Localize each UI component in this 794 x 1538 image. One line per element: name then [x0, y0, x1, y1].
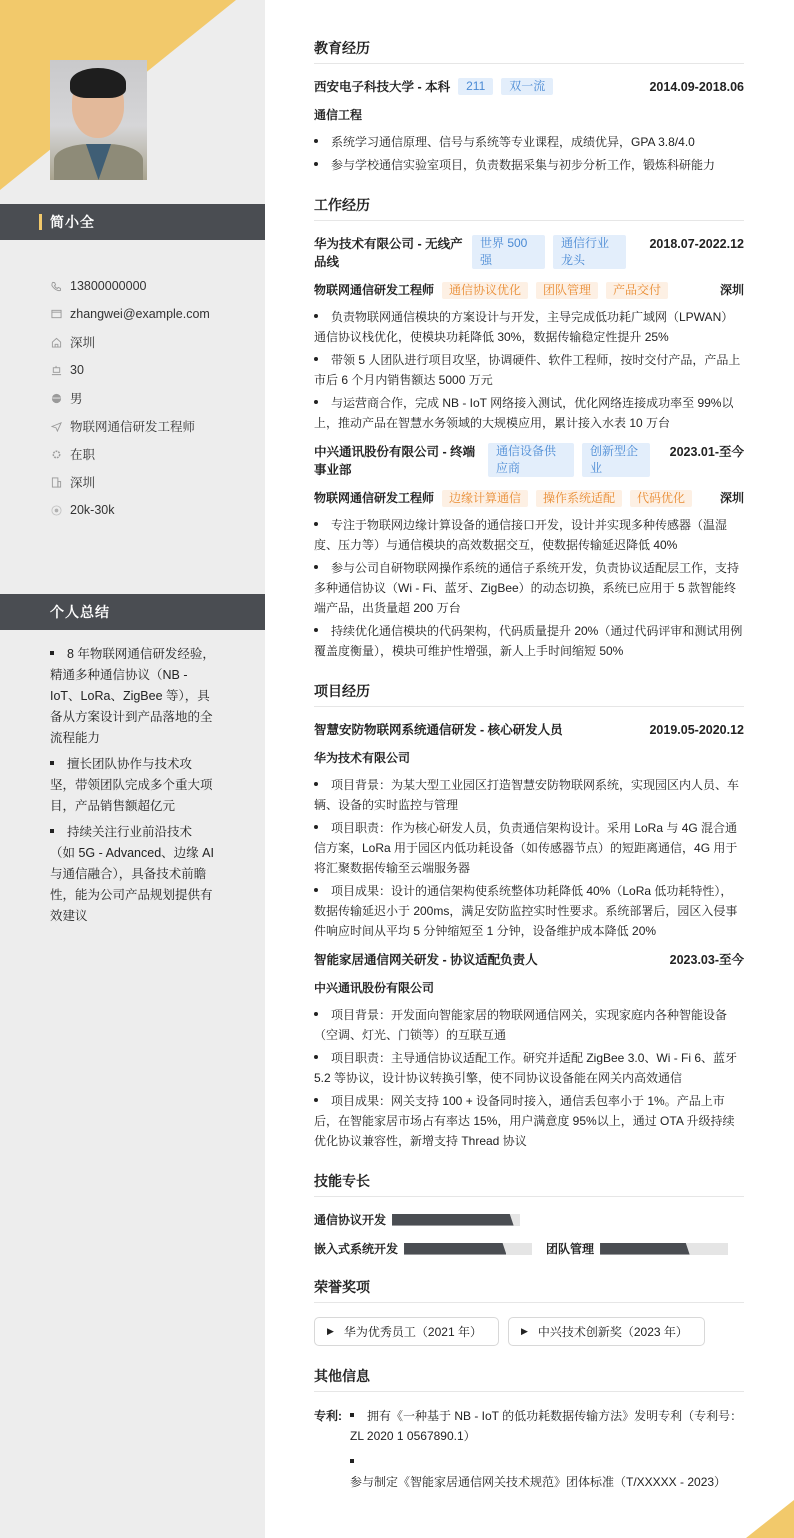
patent-list [350, 1406, 744, 1498]
work-date: 2018.07-2022.12 [649, 237, 744, 251]
company-tag: 世界 500 强 [472, 235, 545, 269]
project-company: 华为技术有限公司 [314, 751, 411, 765]
work-section [314, 195, 744, 661]
patent-item: 拥有《一种基于 NB - IoT 的低功耗数据传输方法》发明专利（专利号：ZL 2020 1 0567890.1） [350, 1409, 743, 1443]
project-header [314, 951, 744, 969]
home-value: 深圳 [70, 336, 96, 350]
project-name: 智慧安防物联网系统通信研发 - 核心研发人员 [314, 723, 563, 737]
contact-status [50, 440, 260, 468]
company-tag: 创新型企业 [582, 443, 650, 477]
bullet-item: 参与学校通信实验室项目，负责数据采集与初步分析工作，锻炼科研能力 [314, 155, 744, 175]
bullet-item: 持续优化通信模块的代码架构，代码质量提升 20%（通过代码评审和测试用例覆盖度衡量），模块可维护性增强，新人上手时间缩短 50% [314, 624, 743, 658]
bullet-icon [314, 162, 318, 166]
role-title: 物联网通信研发工程师 [314, 283, 435, 297]
section-title: 项目经历 [314, 681, 744, 707]
bullet-icon [314, 522, 318, 526]
education-bullets [314, 132, 744, 175]
project-bullets [314, 775, 744, 941]
bullet-icon [314, 888, 318, 892]
role-tag: 操作系统适配 [536, 490, 622, 507]
bullet-item: 与运营商合作，完成 NB - IoT 网络接入测试，优化网络连接成功率至 99%以上，推动产品在智慧水务领域的大规模应用，累计接入水表 10 万台 [314, 396, 734, 430]
contact-email [50, 300, 260, 328]
bullet-icon [314, 357, 318, 361]
school-tag: 双一流 [501, 78, 553, 95]
work-location: 深圳 [719, 491, 744, 505]
skill-bar-fill [392, 1214, 514, 1226]
work-bullets [314, 515, 744, 661]
summary-title: 个人总结 [50, 604, 110, 620]
avatar-hair [70, 68, 126, 98]
contact-home [50, 328, 260, 356]
work-header [314, 443, 744, 479]
bullet-icon [314, 1012, 318, 1016]
role-tag: 团队管理 [536, 282, 598, 299]
work-bullets [314, 307, 744, 433]
skill-item [546, 1240, 728, 1257]
contact-age [50, 356, 260, 384]
play-triangle-icon: ▶ [327, 1326, 334, 1336]
role-row [314, 281, 744, 299]
patent-label: 专利: [314, 1409, 342, 1423]
projects-section [314, 681, 744, 1151]
bullet-item: 负责物联网通信模块的方案设计与开发，主导完成低功耗广域网（LPWAN）通信协议栈优化，使模块功耗降低 30%，数据传输稳定性提升 25% [314, 310, 734, 344]
project-company-row [314, 979, 744, 997]
skill-bar [404, 1243, 532, 1255]
summary-item: 擅长团队协作与技术攻坚，带领团队完成多个重大项目，产品销售额超亿元 [50, 757, 213, 813]
award-label: 华为优秀员工（2021 年） [343, 1325, 482, 1339]
work-entry [314, 443, 744, 661]
bullet-item: 专注于物联网边缘计算设备的通信接口开发，设计并实现多种传感器（温湿度、压力等）与通信模块的高效数据交互，使数据传输延迟降低 40% [314, 518, 728, 552]
bullet-icon [50, 829, 54, 833]
role-tag: 通信协议优化 [442, 282, 528, 299]
company-tag: 通信行业龙头 [553, 235, 626, 269]
award-label: 中兴技术创新奖（2023 年） [537, 1325, 688, 1339]
work-header [314, 235, 744, 271]
skill-item [314, 1240, 532, 1257]
gender-icon [50, 392, 62, 404]
bullet-icon [314, 139, 318, 143]
city-value: 深圳 [70, 476, 96, 490]
skill-bar [392, 1214, 520, 1226]
contact-position [50, 412, 260, 440]
salary-value: 20k-30k [70, 503, 115, 517]
project-date: 2019.05-2020.12 [649, 723, 744, 737]
bullet-icon [350, 1459, 354, 1463]
bullet-icon [314, 314, 318, 318]
summary-item: 8 年物联网通信研发经验，精通多种通信协议（NB - IoT、LoRa、ZigBee 等），具备从方案设计到产品落地的全流程能力 [50, 647, 215, 745]
role-tag: 产品交付 [606, 282, 668, 299]
accent-bar [39, 214, 42, 230]
skills-section [314, 1171, 744, 1257]
candidate-name: 简小全 [50, 214, 95, 230]
bullet-item: 系统学习通信原理、信号与系统等专业课程，成绩优异，GPA 3.8/4.0 [314, 132, 744, 152]
position-icon [50, 420, 62, 432]
section-title: 其他信息 [314, 1366, 744, 1392]
awards-list [314, 1317, 744, 1346]
gender-value: 男 [70, 392, 83, 406]
work-date: 2023.01-至今 [669, 445, 744, 459]
major: 通信工程 [314, 108, 363, 122]
company-tag: 通信设备供应商 [488, 443, 574, 477]
section-title: 技能专长 [314, 1171, 744, 1197]
age-value: 30 [70, 363, 84, 377]
project-header [314, 721, 744, 739]
award-item[interactable] [314, 1317, 499, 1346]
patent-item: 参与制定《智能家居通信网关技术规范》团体标准（T/XXXXX - 2023） [350, 1452, 744, 1492]
project-bullets [314, 1005, 744, 1151]
other-section [314, 1366, 744, 1498]
city-icon [50, 476, 62, 488]
contact-gender [50, 384, 260, 412]
sidebar [0, 0, 265, 1538]
contact-list [50, 272, 260, 524]
skill-item [314, 1211, 520, 1228]
bullet-icon [314, 825, 318, 829]
bullet-icon [50, 651, 54, 655]
school-tag: 211 [458, 78, 493, 95]
skill-label: 团队管理 [546, 1242, 595, 1256]
salary-icon [50, 504, 62, 516]
major-row [314, 106, 744, 124]
company-name: 中兴通讯股份有限公司 - 终端事业部 [314, 445, 476, 477]
mail-icon [50, 308, 62, 320]
main-content [314, 38, 744, 1518]
skill-bar [600, 1243, 728, 1255]
skills-list [314, 1211, 744, 1257]
bullet-icon [50, 761, 54, 765]
bullet-icon [350, 1413, 354, 1417]
avatar [50, 60, 147, 180]
skill-label: 嵌入式系统开发 [314, 1242, 399, 1256]
bullet-icon [314, 1055, 318, 1059]
awards-section [314, 1277, 744, 1346]
summary-header [0, 594, 265, 630]
company-name: 华为技术有限公司 - 无线产品线 [314, 237, 463, 269]
summary-list [50, 644, 215, 932]
skill-label: 通信协议开发 [314, 1213, 387, 1227]
bullet-icon [314, 1098, 318, 1102]
phone-value: 13800000000 [70, 279, 147, 293]
skill-bar-fill [600, 1243, 690, 1255]
work-location: 深圳 [719, 283, 744, 297]
role-title: 物联网通信研发工程师 [314, 491, 435, 505]
award-item[interactable] [508, 1317, 705, 1346]
education-date: 2014.09-2018.06 [649, 80, 744, 94]
project-company: 中兴通讯股份有限公司 [314, 981, 435, 995]
contact-salary [50, 496, 260, 524]
role-row [314, 489, 744, 507]
decorative-corner-triangle [746, 1500, 794, 1538]
bullet-icon [314, 400, 318, 404]
age-icon [50, 364, 62, 376]
bullet-icon [314, 565, 318, 569]
project-entry [314, 951, 744, 1151]
status-value: 在职 [70, 448, 96, 462]
project-name: 智能家居通信网关研发 - 协议适配负责人 [314, 953, 538, 967]
summary-item: 持续关注行业前沿技术（如 5G - Advanced、边缘 AI 与通信融合），具备技术前瞻性，能为公司产品规划提供有效建议 [50, 825, 214, 923]
name-header [0, 204, 265, 240]
bullet-item: 项目背景：为某大型工业园区打造智慧安防物联网系统，实现园区内人员、车辆、设备的实时监控与管理 [314, 778, 740, 812]
work-entry [314, 235, 744, 433]
project-entry [314, 721, 744, 941]
bullet-item: 项目职责：作为核心研发人员，负责通信架构设计。采用 LoRa 与 4G 混合通信方案，LoRa 用于园区内低功耗设备（如传感器节点）的短距离通信，4G 用于将汇聚数据传输至云端服务器 [314, 821, 738, 875]
project-date: 2023.03-至今 [669, 953, 744, 967]
bullet-item: 参与公司自研物联网操作系统的通信子系统开发，负责协议适配层工作，支持多种通信协议（Wi - Fi、蓝牙、ZigBee）的动态切换，系统已应用于 5 款智能终端产品，出货量超 200 万台 [314, 561, 740, 615]
contact-city [50, 468, 260, 496]
skill-bar-fill [404, 1243, 506, 1255]
home-icon [50, 336, 62, 348]
email-value: zhangwei@example.com [70, 307, 210, 321]
education-entry [314, 78, 744, 175]
phone-icon [50, 280, 62, 292]
role-tag: 代码优化 [630, 490, 692, 507]
patent-row [314, 1406, 744, 1498]
bullet-item: 带领 5 人团队进行项目攻坚，协调硬件、软件工程师，按时交付产品，产品上市后 6 个月内销售额达 5000 万元 [314, 353, 741, 387]
bullet-item: 项目背景：开发面向智能家居的物联网通信网关，实现家庭内各种智能设备（空调、灯光、门锁等）的互联互通 [314, 1008, 728, 1042]
bullet-item: 项目成果：网关支持 100 + 设备同时接入，通信丢包率小于 1%。产品上市后，在智能家居市场占有率达 15%，用户满意度 95%以上，通过 OTA 升级持续优化协议兼容性，新增支持 Thread 协议 [314, 1094, 735, 1148]
role-tag: 边缘计算通信 [442, 490, 528, 507]
education-section [314, 38, 744, 175]
bullet-icon [314, 782, 318, 786]
section-title: 工作经历 [314, 195, 744, 221]
section-title: 荣誉奖项 [314, 1277, 744, 1303]
bullet-item: 项目成果：设计的通信架构使系统整体功耗降低 40%（LoRa 低功耗特性），数据传输延迟小于 200ms，满足安防监控实时性要求。系统部署后，园区入侵事件响应时间从平均 5 分钟缩短至 1 分钟，设备维护成本降低 20% [314, 884, 738, 938]
status-icon [50, 448, 62, 460]
contact-phone [50, 272, 260, 300]
project-company-row [314, 749, 744, 767]
section-title: 教育经历 [314, 38, 744, 64]
education-header [314, 78, 744, 96]
position-value: 物联网通信研发工程师 [70, 420, 196, 434]
bullet-item: 项目职责：主导通信协议适配工作。研究并适配 ZigBee 3.0、Wi - Fi 6、蓝牙 5.2 等协议，设计协议转换引擎，使不同协议设备能在网关内高效通信 [314, 1051, 738, 1085]
bullet-icon [314, 628, 318, 632]
play-triangle-icon: ▶ [520, 1326, 528, 1336]
school-name: 西安电子科技大学 - 本科 [314, 80, 451, 94]
